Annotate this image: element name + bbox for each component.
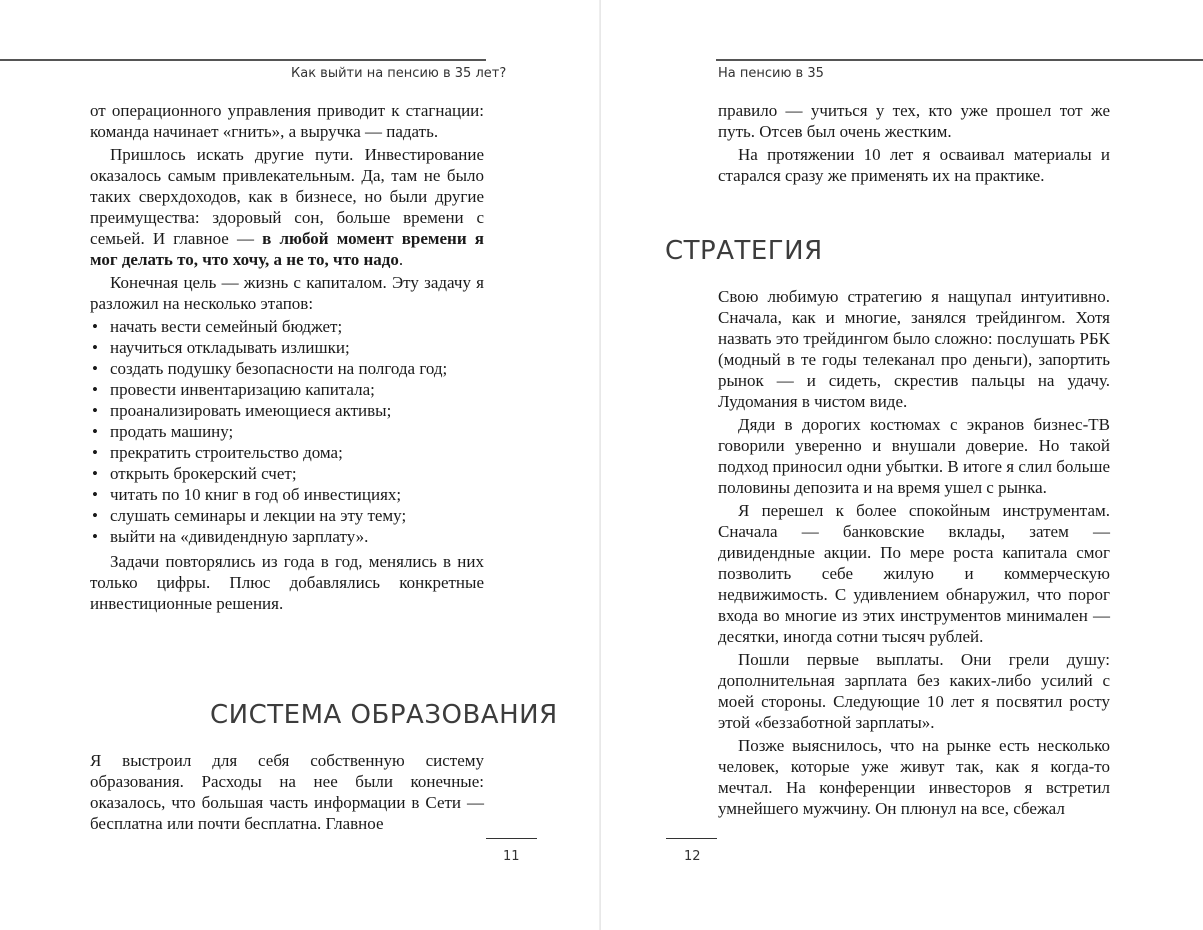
footer-rule	[486, 838, 537, 839]
body-text	[90, 750, 484, 836]
paragraph: Я выстроил для себя собственную систему образования. Расходы на нее были конечные: оказалось, что большая часть информации в Сети — бесплатна или почти бесплатна. Главное	[90, 751, 484, 833]
bullet-item: • прекратить строительство дома;	[90, 442, 484, 463]
bullet-item: • провести инвентаризацию капитала;	[90, 379, 484, 400]
right-page	[601, 0, 1203, 930]
header-rule	[0, 59, 486, 61]
body-text	[718, 286, 1110, 821]
paragraph: Конечная цель — жизнь с капиталом. Эту задачу я разложил на несколько этапов:	[90, 273, 484, 313]
bold-emphasis: в любой момент времени я мог делать то, что хочу, а не то, что надо	[90, 229, 484, 269]
body-text	[718, 100, 1110, 188]
running-head: Как выйти на пенсию в 35 лет?	[291, 66, 507, 81]
bullet-list	[90, 316, 484, 547]
running-head: На пенсию в 35	[718, 66, 824, 81]
section-title: СТРАТЕГИЯ	[665, 236, 823, 266]
section-title: СИСТЕМА ОБРАЗОВАНИЯ	[210, 700, 558, 730]
paragraph: Пошли первые выплаты. Они грели душу: дополнительная зарплата без каких-либо усилий с моей стороны. Следующие 10 лет я посвятил росту этой «беззаботной зарплаты».	[718, 650, 1110, 732]
page-number: 11	[503, 849, 520, 864]
bullet-item: • проанализировать имеющиеся активы;	[90, 400, 484, 421]
bullet-item: • открыть брокерский счет;	[90, 463, 484, 484]
paragraph: Свою любимую стратегию я нащупал интуитивно. Сначала, как и многие, занялся трейдингом. Хотя назвать это трейдингом было сложно: послушать РБК (модный в те годы телеканал про деньги), запортить рынок — и сидеть, скрестив пальцы на удачу. Лудомания в чистом виде.	[718, 287, 1110, 411]
left-page	[0, 0, 600, 930]
footer-rule	[666, 838, 717, 839]
bullet-item: • научиться откладывать излишки;	[90, 337, 484, 358]
bullet-item: • читать по 10 книг в год об инвестициях;	[90, 484, 484, 505]
header-rule	[716, 59, 1203, 61]
page-number: 12	[684, 849, 701, 864]
paragraph: Я перешел к более спокойным инструментам. Сначала — банковские вклады, затем — дивидендные акции. По мере роста капитала смог позволить себе жилую и коммерческую недвижимость. С удивлением обнаружил, что порог входа во многие из этих инструментов минимален — десятки, иногда сотни тысяч рублей.	[718, 501, 1110, 646]
paragraph	[90, 144, 484, 270]
paragraph: Задачи повторялись из года в год, менялись в них только цифры. Плюс добавлялись конкретные инвестиционные решения.	[90, 552, 484, 613]
paragraph: Позже выяснилось, что на рынке есть несколько человек, которые уже живут так, как я когда-то мечтал. На конференции инвесторов я встретил умнейшего мужчину. Он плюнул на все, сбежал	[718, 736, 1110, 818]
paragraph-text: Пришлось искать другие пути. Инвестирование оказалось самым привлекательным. Да, там не было таких сверхдоходов, как в бизнесе, но были другие преимущества: здоровый сон, больше времени с семьей. И главное —	[90, 145, 484, 248]
bullet-item: • создать подушку безопасности на полгода год;	[90, 358, 484, 379]
body-text	[90, 100, 484, 616]
bullet-item: • выйти на «дивидендную зарплату».	[90, 526, 484, 547]
bullet-item: • слушать семинары и лекции на эту тему;	[90, 505, 484, 526]
bullet-item: • начать вести семейный бюджет;	[90, 316, 484, 337]
paragraph: Дяди в дорогих костюмах с экранов бизнес-ТВ говорили уверенно и внушали доверие. Но такой подход приносил одни убытки. В итоге я слил больше половины депозита и на время ушел с рынка.	[718, 415, 1111, 497]
paragraph: На протяжении 10 лет я осваивал материалы и старался сразу же применять их на практике.	[718, 145, 1110, 185]
paragraph: правило — учиться у тех, кто уже прошел тот же путь. Отсев был очень жестким.	[718, 101, 1110, 141]
paragraph-end: .	[398, 250, 404, 269]
paragraph: от операционного управления приводит к стагнации: команда начинает «гнить», а выручка — падать.	[90, 101, 484, 141]
bullet-item: • продать машину;	[90, 421, 484, 442]
